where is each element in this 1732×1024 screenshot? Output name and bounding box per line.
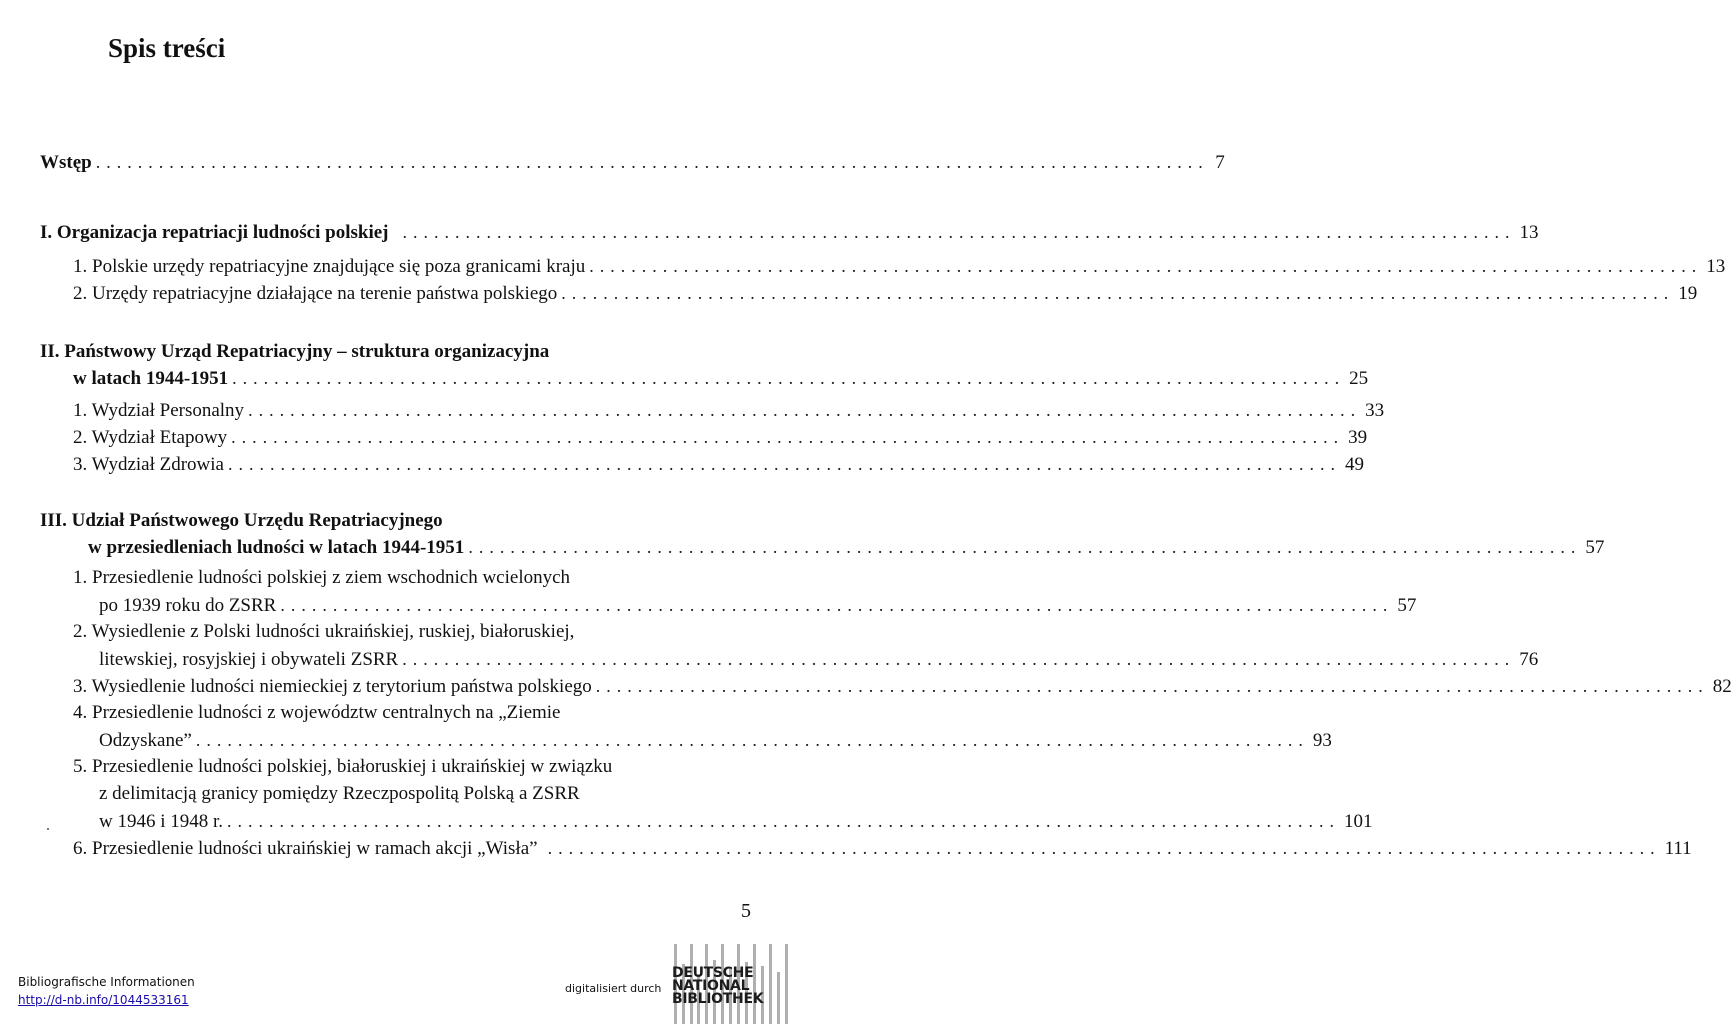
toc-item-cont	[73, 592, 1417, 619]
toc-chapter-2-items	[73, 397, 1385, 478]
toc-item-text: 5. Przesiedlenie ludności polskiej, białoruskiej i ukraińskiej w związku	[73, 756, 613, 777]
leader-dots: ..........................................................................................................	[402, 649, 1516, 669]
toc-item-text: 1. Wydział Personalny	[73, 400, 245, 421]
toc-page-number: 101	[1344, 811, 1373, 832]
toc-item	[73, 424, 1368, 451]
toc-item	[73, 565, 752, 592]
leader-dots: ..........................................................................................................	[561, 283, 1675, 303]
toc-page-number: 57	[1585, 537, 1605, 558]
toc-chapter-3-items	[73, 565, 1732, 862]
chapter-title-cont: w latach 1944-1951	[73, 368, 229, 389]
digitized-by-label: digitalisiert durch	[565, 982, 662, 995]
leader-dots: ..........................................................................................................	[280, 595, 1394, 615]
toc-page-number: 13	[1519, 222, 1539, 243]
chapter-title: I. Organizacja repatriacji ludności polskiej	[40, 222, 389, 243]
toc-page-number: 25	[1349, 368, 1369, 389]
toc-item-cont	[73, 781, 752, 808]
chapter-title: II. Państwowy Urząd Repatriacyjny – struktura organizacyjna	[40, 341, 550, 362]
toc-item-text: 6. Przesiedlenie ludności ukraińskiej w ramach akcji „Wisła”	[73, 838, 538, 859]
toc-item-cont	[73, 646, 1539, 673]
leader-dots: ..........................................................................................................	[589, 256, 1703, 276]
bibliographic-info	[18, 973, 195, 1009]
leader-dots: ..........................................................................................................	[248, 400, 1362, 420]
toc-item	[73, 673, 1732, 700]
bibliographic-info-label: Bibliografische Informationen	[18, 975, 195, 989]
toc-chapter-1	[40, 219, 1539, 245]
toc-page-number: 49	[1345, 454, 1364, 475]
toc-page-number: 33	[1365, 400, 1385, 421]
toc-item-text: 3. Wysiedlenie ludności niemieckiej z terytorium państwa polskiego	[73, 676, 592, 697]
toc-item-text: w 1946 i 1948 r.	[99, 811, 224, 832]
toc-item-text: litewskiej, rosyjskiej i obywateli ZSRR	[99, 649, 399, 670]
bibliographic-info-link[interactable]: http://d-nb.info/1044533161	[18, 993, 189, 1007]
leader-dots: ..........................................................................................................	[468, 537, 1582, 557]
toc-item	[73, 397, 1385, 424]
toc-item-cont	[73, 808, 1373, 835]
toc-item	[73, 451, 1364, 478]
toc-chapter-3	[40, 508, 1605, 560]
toc-page-number: 13	[1706, 256, 1726, 277]
toc-item-text: 2. Wysiedlenie z Polski ludności ukraińskiej, ruskiej, białoruskiej,	[73, 621, 575, 642]
leader-dots: ..........................................................................................................	[228, 454, 1341, 474]
page-number: 5	[741, 900, 751, 922]
leader-dots: ..........................................................................................................	[195, 730, 1309, 750]
leader-dots: ..........................................................................................................	[227, 811, 1341, 831]
toc-item-text: Odzyskane”	[99, 730, 192, 751]
toc-item	[73, 253, 1726, 280]
toc-item-text: 1. Przesiedlenie ludności polskiej z ziem wschodnich wcielonych	[73, 567, 571, 588]
leader-dots: ..........................................................................................................	[231, 427, 1345, 447]
dnb-logo-word: NATIONAL	[672, 978, 750, 994]
toc-item-text: 1. Polskie urzędy repatriacyjne znajdujące się poza granicami kraju	[73, 256, 586, 277]
toc-page-number: 82	[1712, 676, 1732, 697]
toc-item-text: po 1939 roku do ZSRR	[99, 595, 277, 616]
toc-item	[73, 754, 752, 781]
toc-page-number: 76	[1519, 649, 1539, 670]
dnb-logo-word: BIBLIOTHEK	[672, 991, 764, 1007]
toc-item-text: z delimitacją granicy pomiędzy Rzeczpospolitą Polską a ZSRR	[99, 783, 580, 804]
toc-page-number: 19	[1678, 283, 1698, 304]
leader-dots: ..........................................................................................................	[402, 222, 1516, 242]
toc-item	[73, 700, 752, 727]
toc-chapter-1-items	[73, 253, 1726, 307]
toc-page-number: 57	[1397, 595, 1417, 616]
toc-entry-intro	[40, 149, 1225, 175]
dnb-logo-word: DEUTSCHE	[672, 965, 754, 981]
leader-dots: ..........................................................................................................	[95, 152, 1209, 172]
toc-item	[73, 619, 752, 646]
scan-speck	[47, 828, 49, 830]
toc-entry-label: Wstęp	[40, 152, 92, 173]
page-title: Spis treści	[108, 33, 226, 63]
toc-item-text: 4. Przesiedlenie ludności z województw centralnych na „Ziemie	[73, 702, 561, 723]
toc-item-text: 2. Wydział Etapowy	[73, 427, 228, 448]
toc-item-text: 3. Wydział Zdrowia	[73, 454, 224, 475]
leader-dots: ..........................................................................................................	[547, 838, 1661, 858]
toc-page-number: 39	[1348, 427, 1368, 448]
leader-dots: ..........................................................................................................	[595, 676, 1709, 696]
leader-dots: ..........................................................................................................	[232, 368, 1346, 388]
toc-page-number: 93	[1312, 730, 1332, 751]
toc-item	[73, 835, 1692, 862]
toc-item	[73, 280, 1698, 307]
chapter-title: III. Udział Państwowego Urzędu Repatriacyjnego	[40, 510, 443, 531]
dnb-logo-text	[672, 967, 763, 1006]
toc-page-number: 111	[1664, 838, 1692, 859]
toc-page-number: 7	[1215, 152, 1225, 173]
toc-item-cont	[73, 727, 1332, 754]
chapter-title-cont: w przesiedleniach ludności w latach 1944-1951	[88, 537, 465, 558]
toc-item-text: 2. Urzędy repatriacyjne działające na terenie państwa polskiego	[73, 283, 558, 304]
toc-chapter-2	[40, 339, 1369, 391]
dnb-logo	[668, 944, 796, 1024]
